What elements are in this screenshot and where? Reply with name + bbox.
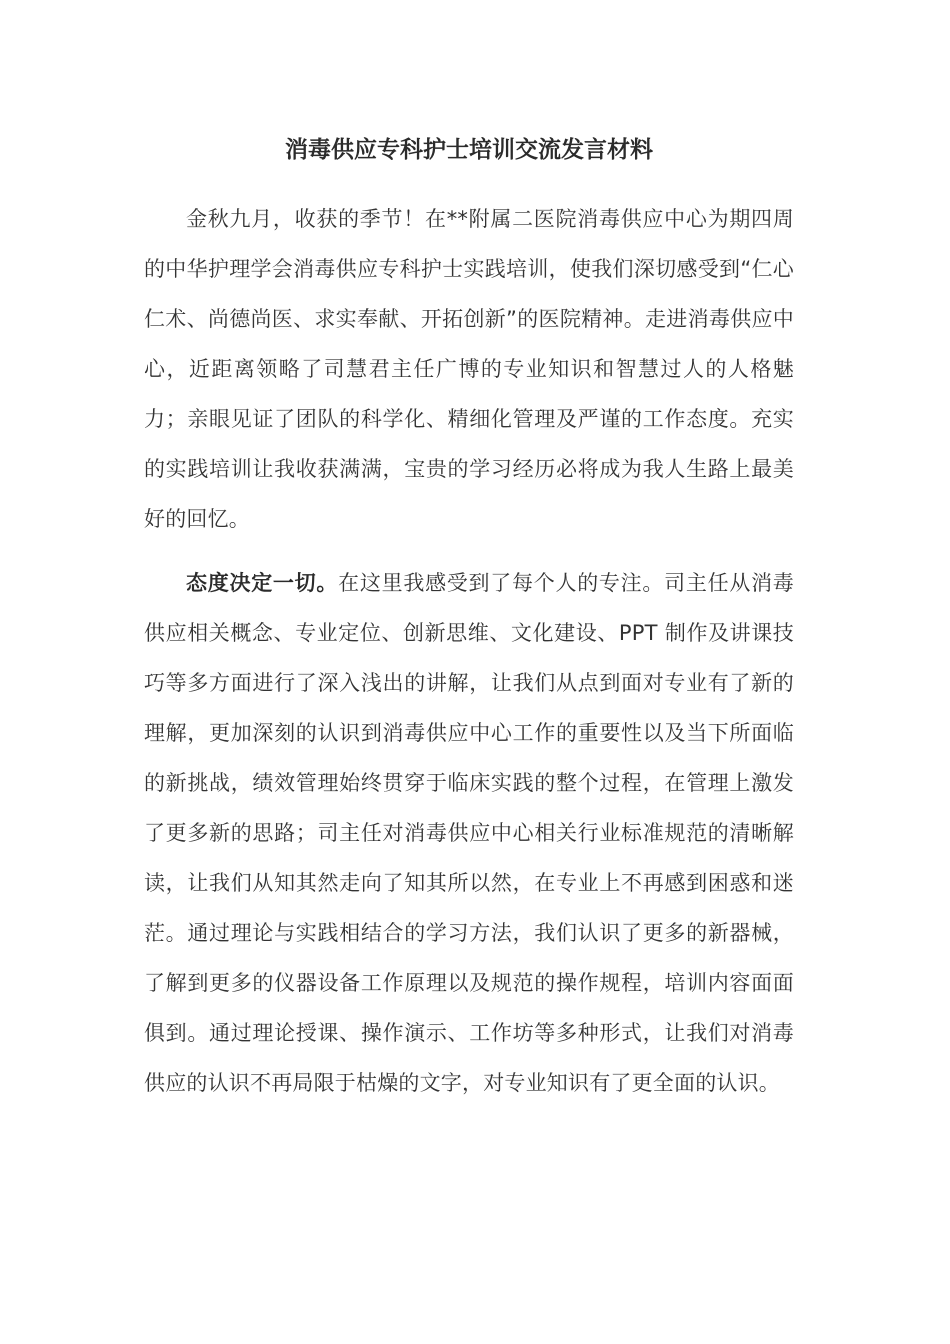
paragraph-intro: 金秋九月，收获的季节！在**附属二医院消毒供应中心为期四周的中华护理学会消毒供应专科护士实践培训，使我们深切感受到“仁心仁术、尚德尚医、求实奉献、开拓创新”的医院精神。走进消毒供应中心，近距离领略了司慧君主任广博的专业知识和智慧过人的人格魅力；亲眼见证了团队的科学化、精细化管理及严谨的工作态度。充实的实践培训让我收获满满，宝贵的学习经历必将成为我人生路上最美好的回忆。 [144,207,794,531]
paragraph-lead-heading: 态度决定一切。 [186,571,339,595]
paragraph-attitude [144,558,794,1108]
paragraph-body-text: 在这里我感受到了每个人的专注。司主任从消毒供应相关概念、专业定位、创新思维、文化建设、PPT 制作及讲课技巧等多方面进行了深入浅出的讲解，让我们从点到面对专业有了新的理解，更加深刻的认识到消毒供应中心工作的重要性以及当下所面临的新挑战，绩效管理始终贯穿于临床实践的整个过程，在管理上激发了更多新的思路；司主任对消毒供应中心相关行业标准规范的清晰解读，让我们从知其然走向了知其所以然，在专业上不再感到困惑和迷茫。通过理论与实践相结合的学习方法，我们认识了更多的新器械，了解到更多的仪器设备工作原理以及规范的操作规程，培训内容面面俱到。通过理论授课、操作演示、工作坊等多种形式，让我们对消毒供应的认识不再局限于枯燥的文字，对专业知识有了更全面的认识。 [144,571,794,1095]
document-title: 消毒供应专科护士培训交流发言材料 [285,137,653,163]
document-content [144,122,794,1122]
